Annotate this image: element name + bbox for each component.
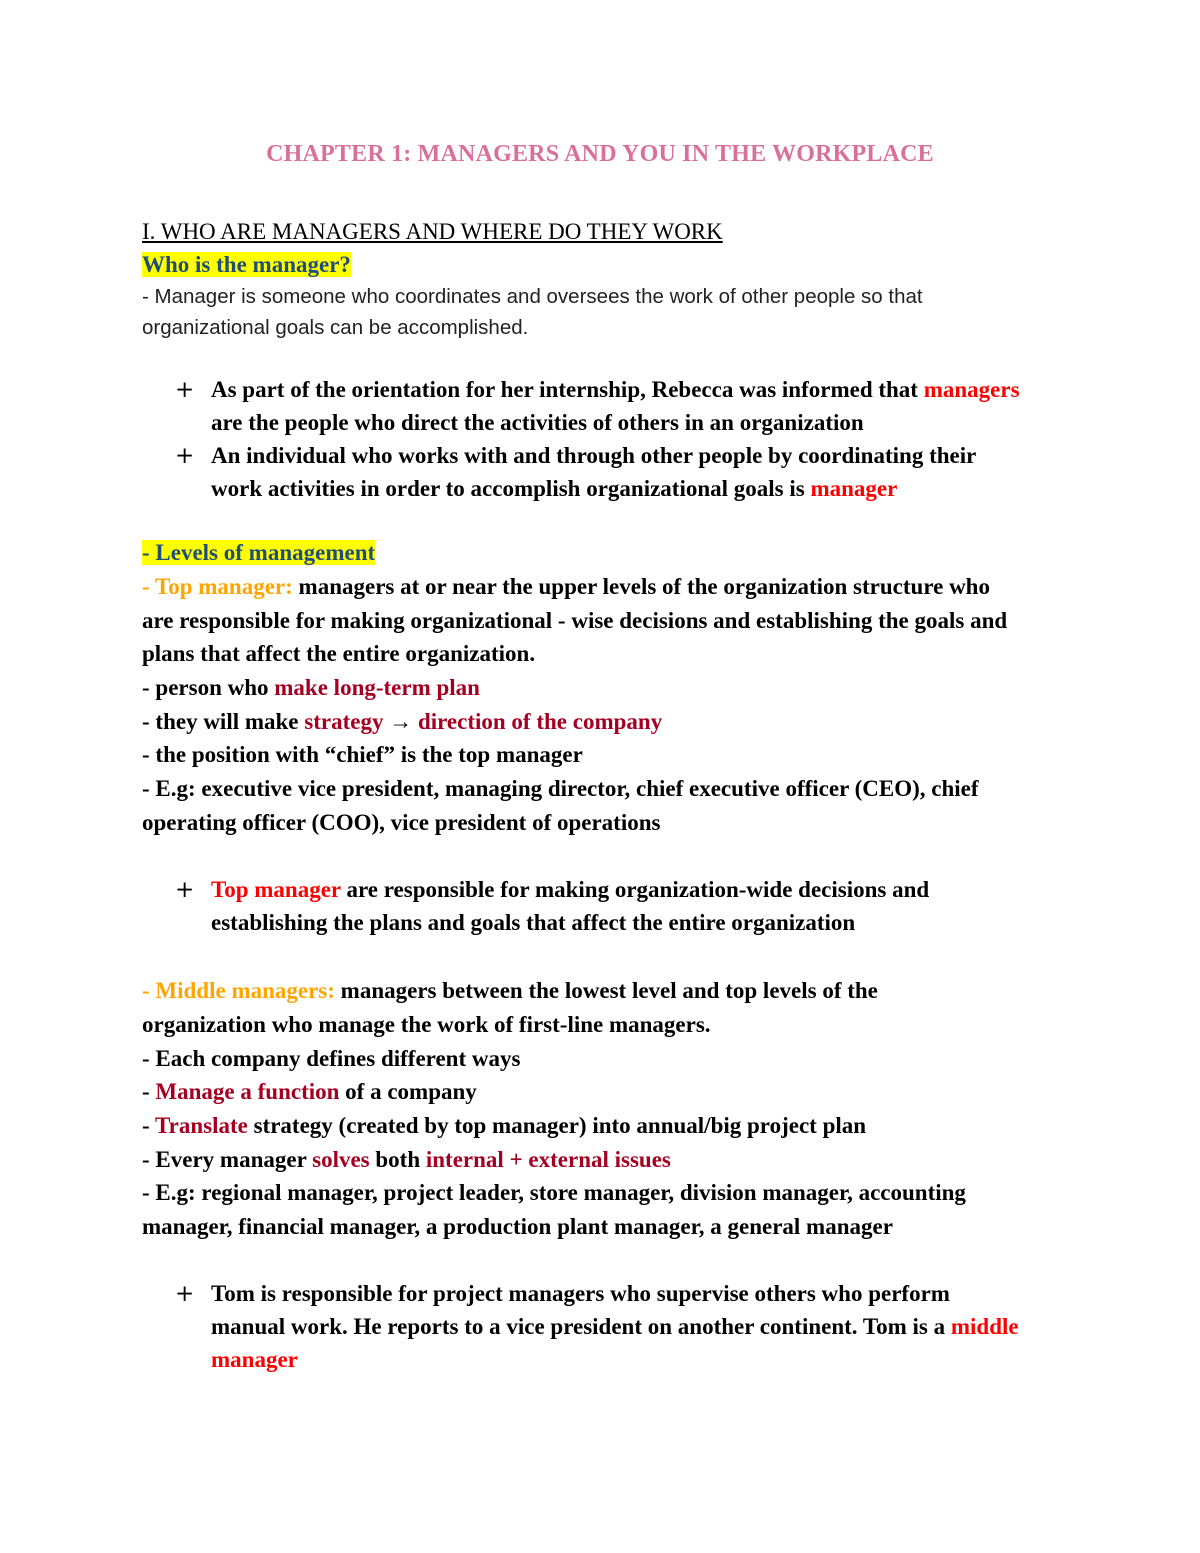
text: - person who <box>142 675 275 700</box>
bullet-marker: + <box>175 1281 195 1307</box>
bullet-1-keyword: managers <box>923 377 1020 402</box>
bullet-4-line-1: Tom is responsible for project managers who supervise others who perform <box>211 1281 950 1306</box>
text: - Every manager <box>142 1147 313 1172</box>
top-point-3: - the position with “chief” is the top manager <box>142 742 583 767</box>
bullet-3-keyword: Top manager <box>211 877 341 902</box>
middle-point-2 <box>142 1077 477 1107</box>
bullet-2-line-2 <box>211 474 897 504</box>
question-heading <box>142 250 351 280</box>
bullet-4-keyword: middle <box>950 1314 1019 1339</box>
middle-manager-line-1 <box>142 976 878 1006</box>
bullet-2-text: work activities in order to accomplish organizational goals is <box>211 476 811 501</box>
bullet-4-line-2 <box>211 1312 1019 1342</box>
middle-example-line-1: - E.g: regional manager, project leader, store manager, division manager, accounting <box>142 1180 966 1205</box>
top-manager-def: managers at or near the upper levels of the organization structure who <box>292 574 990 599</box>
top-manager-label: - Top manager: <box>142 574 293 599</box>
definition-line-1: - Manager is someone who coordinates and oversees the work of other people so that <box>142 285 923 308</box>
keyword: direction of the company <box>417 709 663 734</box>
middle-point-3 <box>142 1111 866 1141</box>
top-point-1 <box>142 673 480 703</box>
top-manager-line-3: plans that affect the entire organization. <box>142 641 536 666</box>
levels-heading <box>142 538 375 568</box>
keyword: Manage a function <box>155 1079 340 1104</box>
text: - <box>142 1079 156 1104</box>
top-example-line-2: operating officer (COO), vice president of operations <box>142 810 661 835</box>
top-manager-line-1 <box>142 572 990 602</box>
bullet-2-keyword: manager <box>810 476 898 501</box>
middle-point-4 <box>142 1145 671 1175</box>
bullet-3-text: are responsible for making organization-wide decisions and <box>340 877 930 902</box>
text: both <box>369 1147 426 1172</box>
keyword: make long-term plan <box>274 675 480 700</box>
bullet-1-text: As part of the orientation for her internship, Rebecca was informed that <box>211 377 924 402</box>
text: - they will make <box>142 709 305 734</box>
keyword: Translate <box>155 1113 248 1138</box>
top-point-2 <box>142 707 662 737</box>
definition-line-2: organizational goals can be accomplished. <box>142 316 529 339</box>
top-example-line-1: - E.g: executive vice president, managing director, chief executive officer (CEO), chief <box>142 776 979 801</box>
bullet-3-line-2: establishing the plans and goals that affect the entire organization <box>211 910 856 935</box>
text: strategy (created by top manager) into annual/big project plan <box>247 1113 867 1138</box>
keyword: internal + external issues <box>425 1147 671 1172</box>
bullet-marker: + <box>175 377 195 403</box>
keyword: strategy <box>304 709 384 734</box>
text: - <box>142 1113 155 1138</box>
question-heading-text: Who is the manager? <box>142 252 351 277</box>
levels-heading-text: - Levels of management <box>142 540 376 565</box>
bullet-1-line-1 <box>211 375 1020 405</box>
bullet-marker: + <box>175 443 195 469</box>
section-heading: I. WHO ARE MANAGERS AND WHERE DO THEY WORK <box>142 219 723 244</box>
middle-point-1: - Each company defines different ways <box>142 1046 521 1071</box>
text: of a company <box>339 1079 477 1104</box>
bullet-3-line-1 <box>211 875 929 905</box>
keyword: solves <box>312 1147 370 1172</box>
bullet-2-line-1: An individual who works with and through other people by coordinating their <box>211 443 977 468</box>
chapter-title: CHAPTER 1: MANAGERS AND YOU IN THE WORKPLACE <box>266 141 934 167</box>
bullet-marker: + <box>175 877 195 903</box>
bullet-4-line-3: manager <box>211 1347 298 1372</box>
arrow: → <box>383 709 418 734</box>
middle-manager-def: managers between the lowest level and top levels of the <box>334 978 878 1003</box>
bullet-1-line-2: are the people who direct the activities of others in an organization <box>211 410 864 435</box>
bullet-4-text: manual work. He reports to a vice president on another continent. Tom is a <box>211 1314 951 1339</box>
middle-manager-label: - Middle managers: <box>142 978 335 1003</box>
middle-example-line-2: manager, financial manager, a production plant manager, a general manager <box>142 1214 893 1239</box>
middle-manager-line-2: organization who manage the work of first-line managers. <box>142 1012 711 1037</box>
top-manager-line-2: are responsible for making organizational - wise decisions and establishing the goals and <box>142 608 1008 633</box>
